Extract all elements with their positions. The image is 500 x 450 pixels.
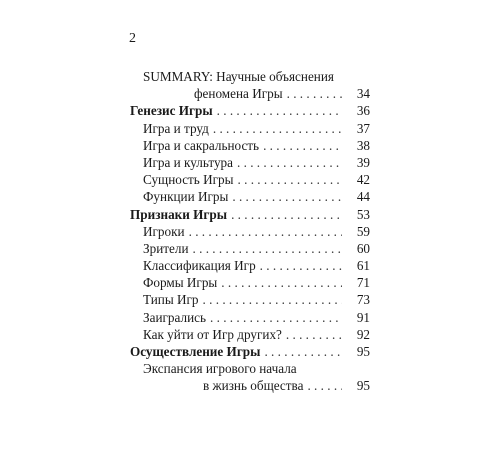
toc-entry-title: феномена Игры <box>194 86 283 102</box>
toc-chapter <box>130 206 370 223</box>
toc-entry-page: 36 <box>356 103 370 119</box>
toc-entry <box>130 223 370 240</box>
toc-entry-title: Игра и труд <box>143 120 209 136</box>
toc-entry <box>130 188 370 205</box>
dot-leader <box>263 137 342 154</box>
toc-entry-title: Сущность Игры <box>143 172 234 188</box>
dot-leader <box>307 377 342 394</box>
toc-entry <box>130 257 370 274</box>
dot-leader <box>217 102 342 119</box>
toc-entry-title: Игра и сакральность <box>143 137 260 153</box>
dot-leader <box>203 291 342 308</box>
toc-entry-page: 73 <box>356 292 370 308</box>
dot-leader <box>286 326 342 343</box>
toc-entry-title: в жизнь общества <box>203 378 304 394</box>
toc-entry-page: 95 <box>356 344 370 359</box>
dot-leader <box>238 171 342 188</box>
toc-entry-title: Зрители <box>143 240 189 256</box>
toc-entry <box>130 137 370 154</box>
toc-entry-page: 59 <box>356 223 370 239</box>
toc-entry-title: Классификация Игр <box>143 258 256 274</box>
toc-entry-page: 38 <box>356 137 370 153</box>
toc-entry <box>130 377 370 394</box>
toc-entry-page: 42 <box>356 172 370 188</box>
toc-entry-page: 91 <box>356 309 370 325</box>
toc-entry-page: 44 <box>356 189 370 205</box>
toc-entry-page: 39 <box>356 154 370 170</box>
toc-entry <box>130 85 370 102</box>
dot-leader <box>189 223 342 240</box>
toc-entry-page: 60 <box>356 240 370 256</box>
toc-entry-title: Игроки <box>143 223 185 239</box>
dot-leader <box>237 154 342 171</box>
toc-entry <box>130 240 370 257</box>
toc-entry-page: 34 <box>356 86 370 102</box>
toc-entry-title: Формы Игры <box>143 275 218 291</box>
dot-leader <box>231 206 342 223</box>
toc-entry <box>130 154 370 171</box>
dot-leader <box>287 85 342 102</box>
dot-leader <box>232 188 342 205</box>
toc-entry-title: Как уйти от Игр других? <box>143 326 282 342</box>
dot-leader <box>264 343 342 360</box>
toc-entry-title: SUMMARY: Научные объяснения <box>143 69 334 84</box>
toc-entry-page: 53 <box>356 206 370 222</box>
toc-entry-page: 37 <box>356 120 370 136</box>
toc-entry-title: Типы Игр <box>143 292 199 308</box>
toc-chapter <box>130 102 370 119</box>
toc-chapter <box>130 343 370 360</box>
toc-entry-page: 61 <box>356 258 370 274</box>
dot-leader <box>193 240 342 257</box>
toc-entry <box>130 360 370 377</box>
page-number: 2 <box>129 31 136 46</box>
toc-entry <box>130 171 370 188</box>
table-of-contents <box>130 68 370 395</box>
dot-leader <box>213 120 342 137</box>
toc-entry-title: Функции Игры <box>143 189 229 205</box>
toc-entry-page: 92 <box>356 326 370 342</box>
toc-entry-title: Экспансия игрового начала <box>143 361 297 377</box>
toc-entry-page: 95 <box>356 378 370 394</box>
toc-entry <box>130 120 370 137</box>
toc-chapter-title: Признаки Игры <box>130 206 228 222</box>
toc-entry-title: Заигрались <box>143 309 206 325</box>
toc-entry <box>130 309 370 326</box>
dot-leader <box>210 309 342 326</box>
toc-entry-page: 71 <box>356 275 370 291</box>
toc-entry <box>130 274 370 291</box>
toc-entry-title: Игра и культура <box>143 154 233 170</box>
dot-leader <box>221 274 342 291</box>
toc-chapter-title: Генезис Игры <box>130 103 213 119</box>
toc-entry <box>130 291 370 308</box>
toc-entry <box>130 68 370 85</box>
toc-entry <box>130 326 370 343</box>
toc-chapter-title: Осуществление Игры <box>130 344 261 359</box>
dot-leader <box>260 257 342 274</box>
